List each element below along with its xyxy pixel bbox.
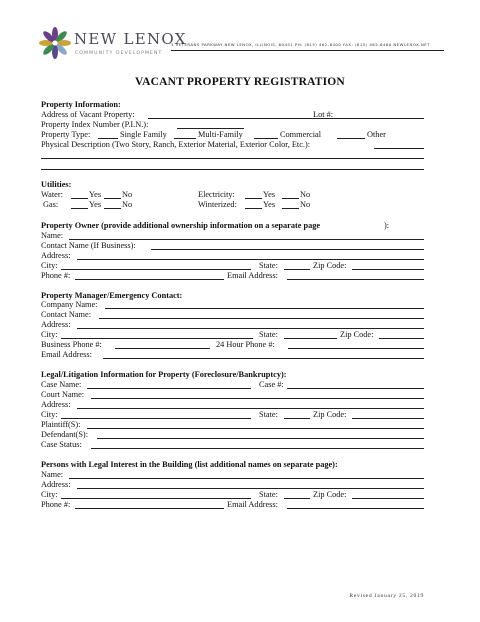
header-divider [171, 50, 444, 51]
owner-name-label: Name: [41, 231, 64, 240]
business-phone-field[interactable] [115, 348, 210, 349]
defendant-field[interactable] [97, 438, 424, 439]
case-status-field[interactable] [91, 448, 424, 449]
description-line-2[interactable] [41, 158, 424, 159]
owner-address-row [41, 251, 424, 261]
owner-section-heading: Property Owner (provide additional ownership information on a separate page ): [41, 221, 390, 230]
property-section-heading: Property Information: [41, 100, 121, 109]
manager-contact-label: Contact Name: [41, 310, 91, 319]
vacant-address-label: Address of Vacant Property: [41, 110, 135, 119]
owner-contact-label: Contact Name (If Business): [41, 241, 136, 250]
other-label: Other [367, 130, 386, 139]
manager-city-label: City: [41, 330, 58, 339]
description-label: Physical Description (Two Story, Ranch, Exterior Material, Exterior Color, Etc.): [41, 140, 311, 149]
interest-address-row [41, 480, 424, 490]
owner-contact-row [41, 241, 424, 251]
winterized-yes-blank[interactable] [245, 208, 262, 209]
owner-address-label: Address: [41, 251, 71, 260]
winterized-label: Winterized: [198, 200, 237, 209]
manager-state-label: State: [259, 330, 278, 339]
pin-field[interactable] [177, 128, 244, 129]
owner-name-field[interactable] [69, 239, 424, 240]
owner-contact-field[interactable] [151, 249, 424, 250]
manager-company-field[interactable] [105, 308, 424, 309]
business-phone-label: Business Phone #: [41, 340, 102, 349]
property-type-label: Property Type: [41, 130, 91, 139]
manager-contact-field[interactable] [99, 318, 424, 319]
manager-address-field[interactable] [77, 328, 424, 329]
plaintiff-label: Plaintiff(S): [41, 420, 81, 429]
legal-zip-field[interactable] [352, 418, 424, 419]
other-blank[interactable] [337, 138, 365, 139]
legal-zip-label: Zip Code: [313, 410, 347, 419]
interest-city-field[interactable] [61, 498, 251, 499]
case-status-row [41, 440, 424, 450]
plaintiff-row [41, 420, 424, 430]
plaintiff-field[interactable] [87, 428, 424, 429]
owner-city-label: City: [41, 261, 58, 270]
court-row [41, 390, 424, 400]
manager-email-label: Email Address: [41, 350, 92, 359]
multi-family-label: Multi-Family [198, 130, 243, 139]
manager-email-field[interactable] [103, 358, 424, 359]
gas-no-label: No [122, 200, 133, 209]
owner-phone-row [41, 271, 424, 281]
water-yes-label: Yes [89, 190, 102, 199]
manager-city-row [41, 330, 424, 340]
owner-zip-label: Zip Code: [313, 261, 347, 270]
interest-name-label: Name: [41, 470, 64, 479]
interest-name-row [41, 470, 424, 480]
interest-section-heading: Persons with Legal Interest in the Building (list additional names on separate page): [41, 460, 338, 469]
manager-company-label: Company Name: [41, 300, 98, 309]
legal-state-label: State: [259, 410, 278, 419]
defendant-row [41, 430, 424, 440]
interest-address-label: Address: [41, 480, 71, 489]
phone24-field[interactable] [288, 348, 424, 349]
lot-label: Lot #: [313, 110, 334, 119]
owner-phone-label: Phone #: [41, 271, 71, 280]
legal-city-row [41, 410, 424, 420]
single-family-label: Single Family [120, 130, 167, 139]
winterized-yes-label: Yes [263, 200, 276, 209]
electricity-yes-label: Yes [263, 190, 276, 199]
contact-info: 1 VETERANS PARKWAY NEW LENOX, ILLINOIS, 60451 PH: (815) 462-6400 FAX: (815) 462-6460 NEWLENOX.NET [171, 42, 430, 47]
manager-address-label: Address: [41, 320, 71, 329]
org-name: NEW LENOX [74, 30, 187, 48]
legal-section-heading: Legal/Litigation Information for Property (Foreclosure/Bankruptcy): [41, 370, 287, 379]
winterized-no-blank[interactable] [282, 208, 299, 209]
owner-zip-field[interactable] [352, 269, 424, 270]
interest-zip-label: Zip Code: [313, 490, 347, 499]
owner-name-row [41, 231, 424, 241]
interest-phone-field[interactable] [75, 508, 224, 509]
case-row [41, 380, 424, 390]
case-status-label: Case Status: [41, 440, 82, 449]
org-subtitle: COMMUNITY DEVELOPMENT [75, 51, 163, 56]
case-name-field[interactable] [87, 388, 251, 389]
manager-phone-row [41, 340, 424, 350]
gas-yes-label: Yes [89, 200, 102, 209]
owner-phone-field[interactable] [75, 279, 224, 280]
water-no-blank[interactable] [104, 198, 121, 199]
gas-label: Gas: [43, 200, 59, 209]
owner-city-field[interactable] [61, 269, 251, 270]
interest-phone-label: Phone #: [41, 500, 71, 509]
vacant-address-row [41, 110, 424, 120]
manager-state-field[interactable] [284, 338, 337, 339]
manager-zip-label: Zip Code: [340, 330, 374, 339]
interest-email-field[interactable] [287, 508, 424, 509]
owner-email-field[interactable] [287, 279, 424, 280]
court-name-field[interactable] [91, 398, 424, 399]
case-number-field[interactable] [287, 388, 424, 389]
phone24-label: 24 Hour Phone #: [216, 340, 275, 349]
legal-state-field[interactable] [284, 418, 310, 419]
interest-email-label: Email Address: [227, 500, 278, 509]
gas-yes-blank[interactable] [71, 208, 88, 209]
electricity-no-blank[interactable] [282, 198, 299, 199]
water-electricity-row [41, 190, 424, 200]
electricity-label: Electricity: [198, 190, 235, 199]
interest-address-field[interactable] [77, 488, 424, 489]
electricity-no-label: No [300, 190, 311, 199]
owner-email-label: Email Address: [227, 271, 278, 280]
gas-no-blank[interactable] [104, 208, 121, 209]
owner-city-row [41, 261, 424, 271]
village-logo-icon [38, 26, 72, 60]
owner-state-field[interactable] [284, 269, 310, 270]
legal-address-row [41, 400, 424, 410]
legal-address-field[interactable] [77, 408, 424, 409]
commercial-label: Commercial [280, 130, 322, 139]
manager-section-heading: Property Manager/Emergency Contact: [41, 291, 183, 300]
interest-state-label: State: [259, 490, 278, 499]
court-name-label: Court Name: [41, 390, 85, 399]
utilities-section-heading: Utilities: [41, 180, 72, 189]
legal-address-label: Address: [41, 400, 71, 409]
interest-city-row [41, 490, 424, 500]
case-name-label: Case Name: [41, 380, 82, 389]
manager-address-row [41, 320, 424, 330]
owner-address-field[interactable] [77, 259, 424, 260]
pin-label: Property Index Number (P.I.N.): [41, 120, 149, 129]
defendant-label: Defendant(S): [41, 430, 88, 439]
form-title: VACANT PROPERTY REGISTRATION [135, 76, 345, 88]
pin-row [41, 120, 424, 130]
water-label: Water: [41, 190, 63, 199]
legal-city-label: City: [41, 410, 58, 419]
manager-zip-field[interactable] [379, 338, 424, 339]
multi-family-blank[interactable] [174, 138, 196, 139]
water-yes-blank[interactable] [71, 198, 88, 199]
lot-field[interactable] [337, 118, 424, 119]
single-family-blank[interactable] [98, 138, 118, 139]
description-line-3[interactable] [41, 169, 424, 170]
gas-winterized-row [41, 200, 424, 210]
winterized-no-label: No [300, 200, 311, 209]
revision-date: Revised January 25, 2019 [349, 593, 424, 599]
manager-company-row [41, 300, 424, 310]
interest-state-field[interactable] [284, 498, 310, 499]
owner-state-label: State: [259, 261, 278, 270]
electricity-yes-blank[interactable] [245, 198, 262, 199]
manager-email-row [41, 350, 424, 360]
interest-city-label: City: [41, 490, 58, 499]
description-row [41, 140, 424, 150]
description-field[interactable] [374, 148, 424, 149]
case-number-label: Case #: [259, 380, 284, 389]
water-no-label: No [122, 190, 133, 199]
interest-zip-field[interactable] [352, 498, 424, 499]
legal-city-field[interactable] [61, 418, 251, 419]
manager-contact-row [41, 310, 424, 320]
property-type-row [41, 130, 424, 140]
commercial-blank[interactable] [254, 138, 278, 139]
interest-phone-row [41, 500, 424, 510]
manager-city-field[interactable] [61, 338, 253, 339]
interest-name-field[interactable] [69, 478, 424, 479]
